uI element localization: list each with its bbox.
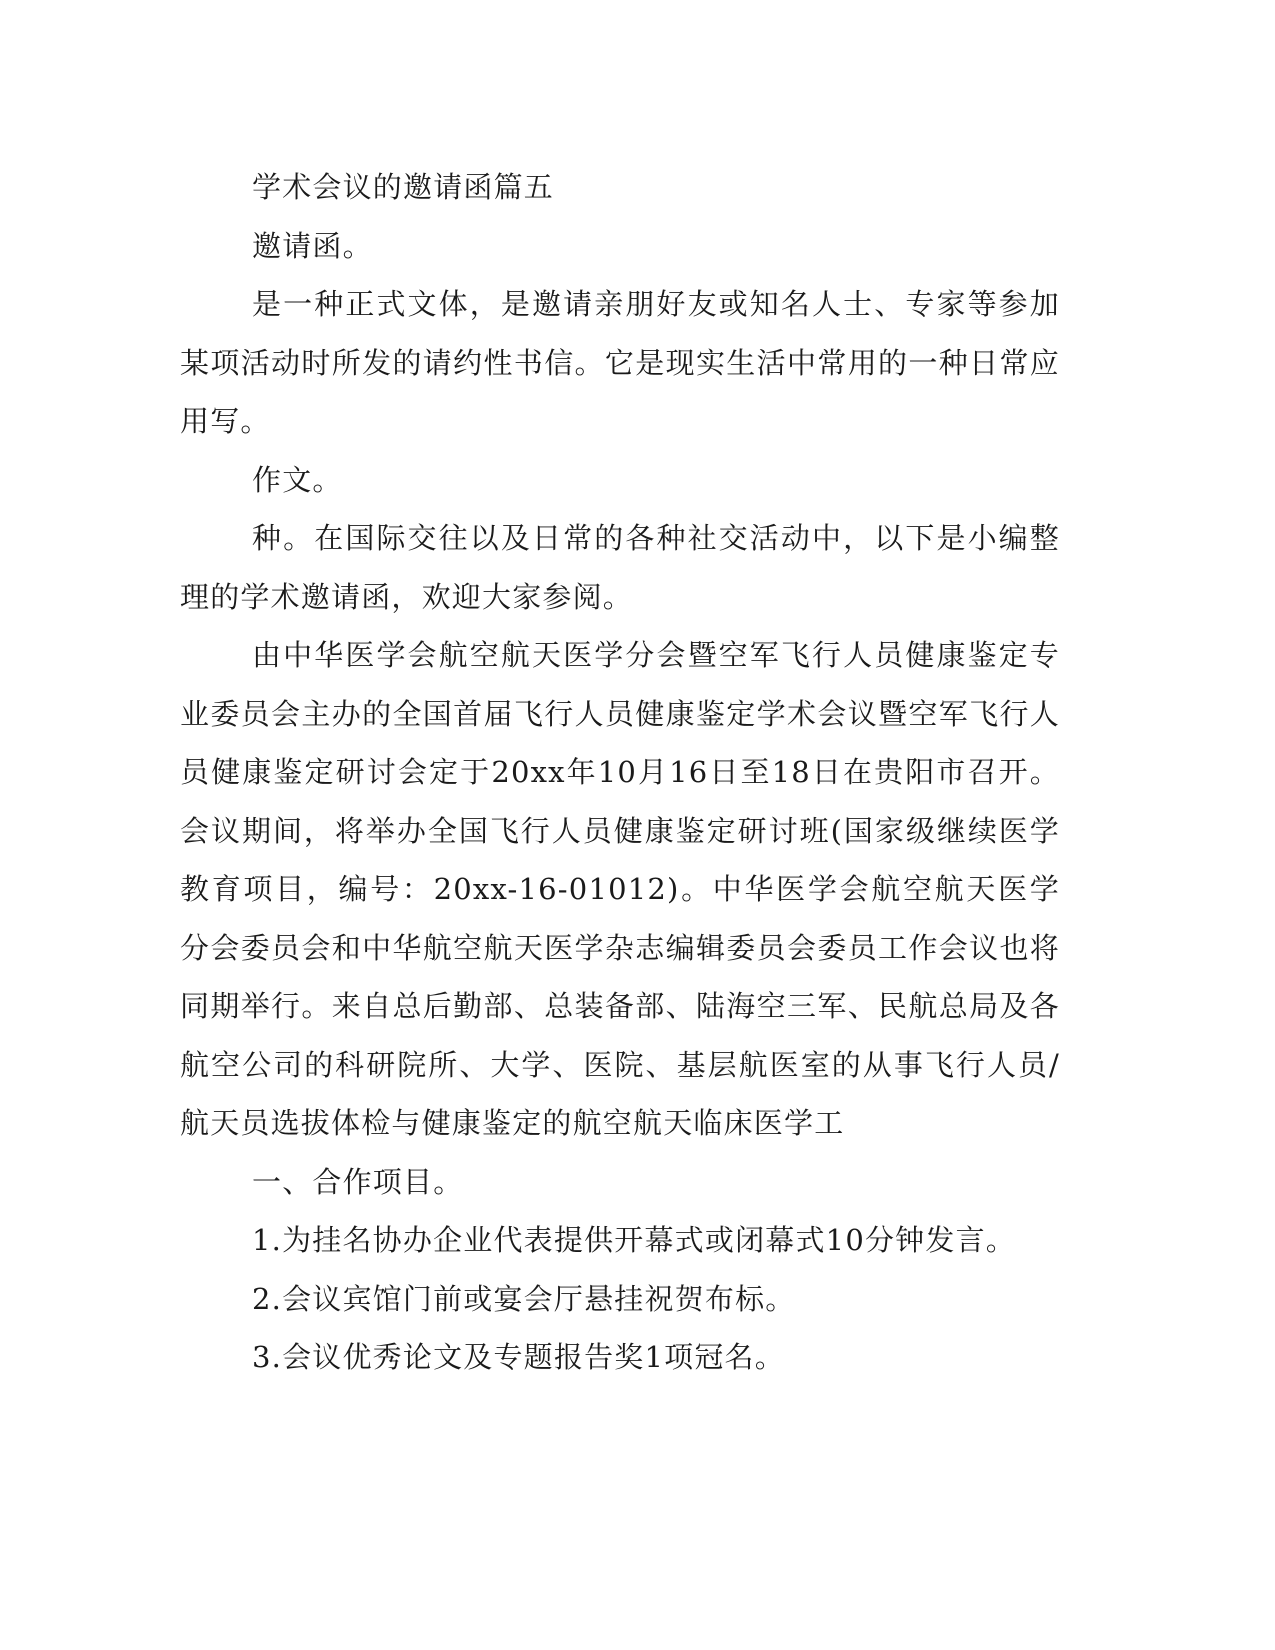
paragraph-essay: 作文。 <box>252 462 343 497</box>
paragraph-cooperation-heading: 一、合作项目。 <box>252 1164 464 1199</box>
paragraph-invitation: 邀请函。 <box>252 228 373 263</box>
paragraph-intro: 种。在国际交往以及日常的各种社交活动中，以下是小编整理的学术邀请函，欢迎大家参阅。 <box>180 521 1060 614</box>
list-item-2: 2.会议宾馆门前或宴会厅悬挂祝贺布标。 <box>252 1281 796 1316</box>
document-body <box>180 158 1060 1387</box>
paragraph-definition: 是一种正式文体，是邀请亲朋好友或知名人士、专家等参加某项活动时所发的请约性书信。它是现实生活中常用的一种日常应用写。 <box>180 287 1060 438</box>
list-item-1: 1.为挂名协办企业代表提供开幕式或闭幕式10分钟发言。 <box>252 1223 1016 1257</box>
document-heading: 学术会议的邀请函篇五 <box>252 170 555 204</box>
paragraph-conference: 由中华医学会航空航天医学分会暨空军飞行人员健康鉴定专业委员会主办的全国首届飞行人员健康鉴定学术会议暨空军飞行人员健康鉴定研讨会定于20xx年10月16日至18日在贵阳市召开。会议期间，将举办全国飞行人员健康鉴定研讨班(国家级继续医学教育项目，编号：20xx-16-01012)。中华医学会航空航天医学分会委员会和中华航空航天医学杂志编辑委员会委员工作会议也将同期举行。来自总后勤部、总装备部、陆海空三军、民航总局及各航空公司的科研院所、大学、医院、基层航医室的从事飞行人员/航天员选拔体检与健康鉴定的航空航天临床医学工 <box>180 638 1060 1140</box>
list-item-3: 3.会议优秀论文及专题报告奖1项冠名。 <box>252 1340 785 1374</box>
